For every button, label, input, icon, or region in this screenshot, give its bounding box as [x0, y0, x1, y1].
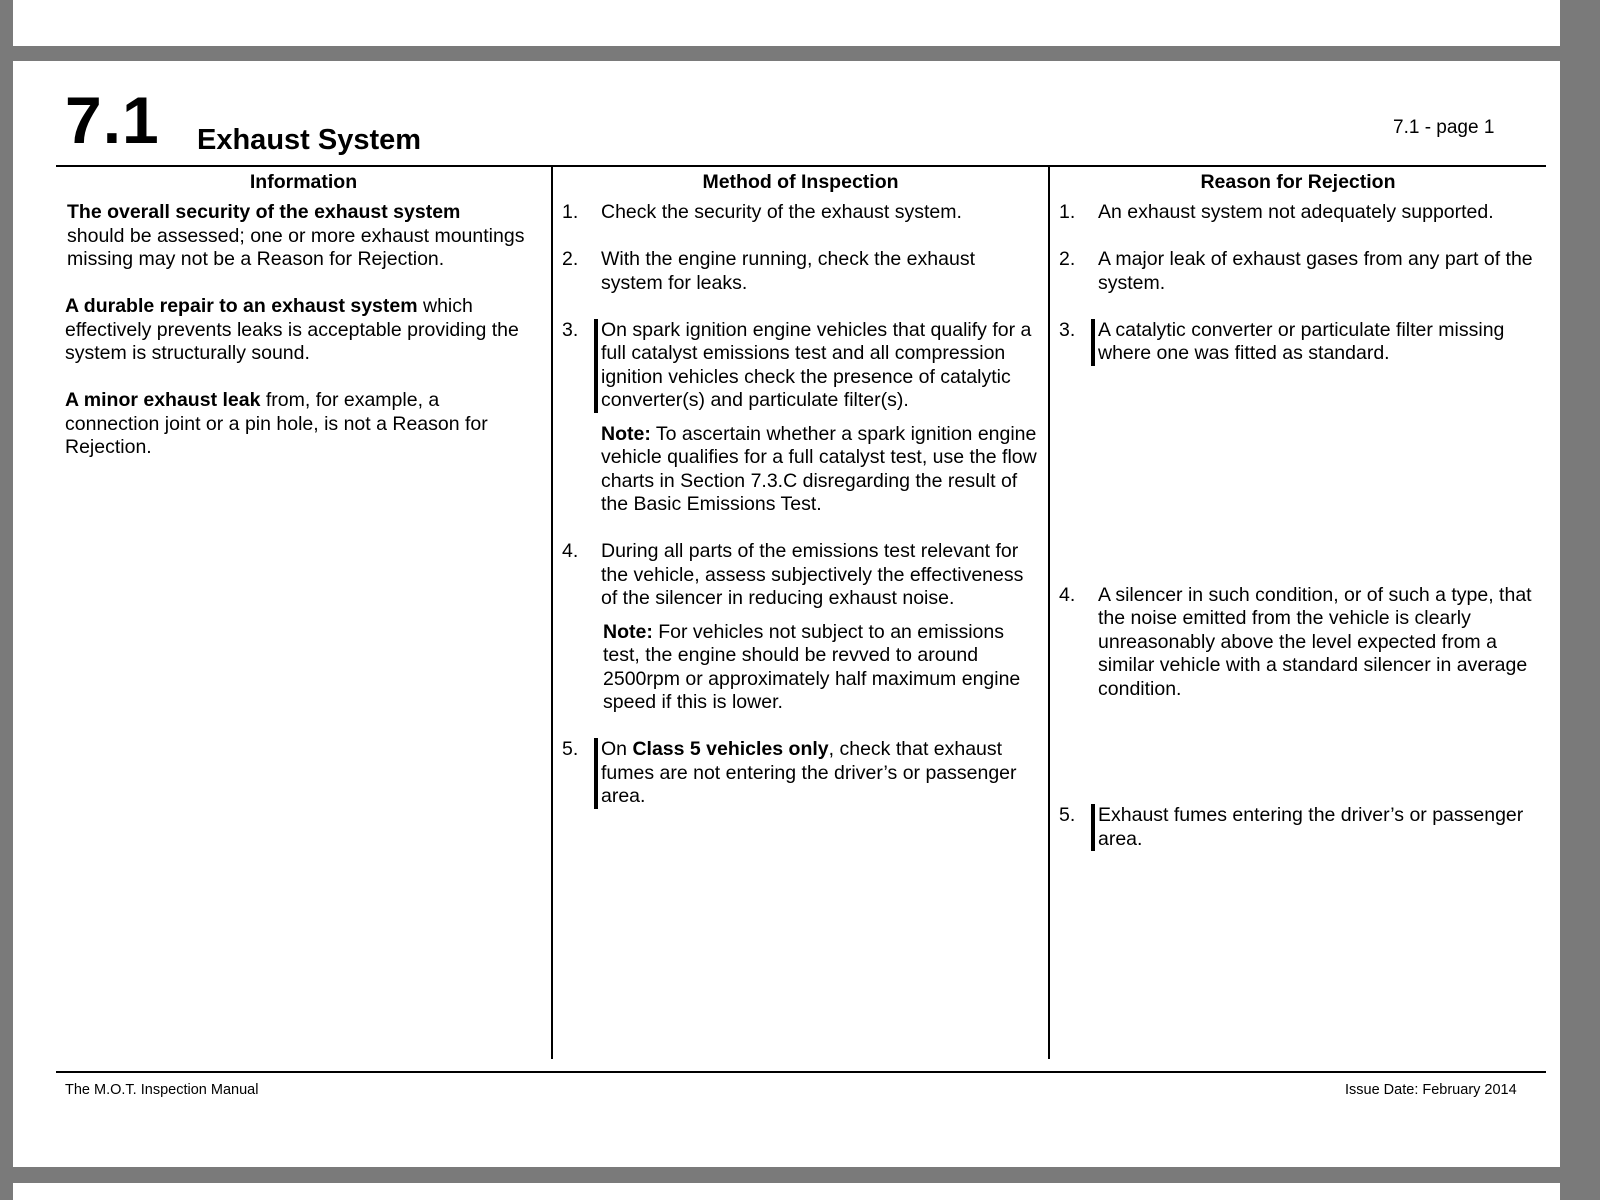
method-item-2	[562, 248, 1042, 295]
reason-item-number: 5.	[1059, 804, 1076, 826]
note-text: To ascertain whether a spark ignition engine vehicle qualifies for a full catalyst test, use the flow charts in Section 7.3.C disregarding the result of the Basic Emissions Test.	[601, 422, 1037, 515]
manual-page	[13, 61, 1560, 1167]
info-paragraph-minor-leak	[65, 389, 535, 460]
reason-item-4	[1059, 584, 1543, 702]
method-note-3	[562, 423, 1042, 517]
method-item-text: During all parts of the emissions test relevant for the vehicle, assess subjectively the effectiveness of the silencer in reducing exhaust noise.	[601, 540, 1024, 609]
info-paragraph-repair	[65, 295, 535, 366]
method-item-text-post: , check that exhaust fumes are not entering the driver’s or passenger area.	[601, 738, 1017, 807]
method-item-text-bold: Class 5 vehicles only	[632, 738, 829, 760]
method-note-4	[562, 621, 1042, 715]
section-number: 7.1	[65, 83, 160, 157]
method-item-5	[562, 738, 1042, 809]
info-security-heading: The overall security of the exhaust system	[67, 201, 461, 223]
reason-item-number: 2.	[1059, 248, 1076, 270]
method-column	[562, 201, 1042, 809]
note-label: Note:	[601, 422, 651, 445]
reason-item-text: A silencer in such condition, or of such a type, that the noise emitted from the vehicle is clearly unreasonably above the level expected from a similar vehicle with a standard silencer in average condition.	[1098, 583, 1532, 700]
footer-rule	[56, 1071, 1546, 1073]
previous-page-edge	[13, 0, 1560, 46]
reason-column	[1059, 201, 1543, 851]
column-divider-1	[551, 166, 553, 1059]
method-item-text: On spark ignition engine vehicles that qualify for a full catalyst emissions test and all compression ignition vehicles check the presence of catalytic converter(s) and particulate filter(s).	[594, 319, 1042, 413]
reason-item-number: 1.	[1059, 201, 1076, 223]
information-column	[65, 201, 535, 483]
reason-item-number: 3.	[1059, 318, 1076, 341]
column-header-information: Information	[249, 171, 358, 193]
column-header-reason: Reason for Rejection	[1200, 171, 1396, 193]
reason-item-3	[1059, 319, 1543, 366]
note-text: For vehicles not subject to an emissions test, the engine should be revved to around 2500rpm or approximately half maximum engine speed if this is lower.	[603, 620, 1021, 713]
info-minor-leak-text: from, for example, a connection joint or a pin hole, is not a Reason for Rejection.	[65, 389, 488, 458]
method-item-number: 3.	[562, 318, 579, 341]
info-repair-heading: A durable repair to an exhaust system	[65, 295, 418, 317]
method-item-text: With the engine running, check the exhaust system for leaks.	[601, 248, 975, 294]
next-page-edge	[13, 1183, 1560, 1200]
method-item-number: 4.	[562, 540, 579, 562]
method-item-number: 1.	[562, 201, 579, 223]
column-header-method: Method of Inspection	[702, 171, 899, 193]
method-item-number: 5.	[562, 738, 579, 760]
method-item-4	[562, 540, 1042, 611]
info-repair-text: which effectively prevents leaks is acceptable providing the system is structurally sound.	[65, 295, 519, 364]
header-rule	[56, 165, 1546, 167]
column-divider-2	[1048, 166, 1050, 1059]
footer-issue-date: Issue Date: February 2014	[1345, 1082, 1517, 1098]
reason-item-text: An exhaust system not adequately supported.	[1098, 201, 1494, 223]
reason-item-5	[1059, 804, 1543, 851]
section-title: Exhaust System	[197, 124, 422, 156]
info-security-text: should be assessed; one or more exhaust mountings missing may not be a Reason for Rejection.	[67, 224, 525, 270]
reason-item-2	[1059, 248, 1543, 295]
method-item-3	[562, 319, 1042, 413]
reason-item-text: A major leak of exhaust gases from any part of the system.	[1098, 248, 1533, 294]
method-item-1	[562, 201, 1042, 225]
info-minor-leak-heading: A minor exhaust leak	[65, 389, 261, 411]
method-item-number: 2.	[562, 248, 579, 270]
reason-item-number: 4.	[1059, 583, 1076, 606]
method-item-text: Check the security of the exhaust system.	[601, 201, 962, 223]
page-reference: 7.1 - page 1	[1393, 117, 1495, 138]
note-label: Note:	[603, 620, 653, 643]
footer-manual-title: The M.O.T. Inspection Manual	[65, 1082, 259, 1098]
reason-item-1	[1059, 201, 1543, 225]
reason-item-text: Exhaust fumes entering the driver’s or passenger area.	[1091, 804, 1543, 851]
reason-item-text: A catalytic converter or particulate filter missing where one was fitted as standard.	[1091, 319, 1543, 366]
info-paragraph-security	[67, 201, 535, 272]
method-item-text-pre: On	[601, 738, 633, 760]
